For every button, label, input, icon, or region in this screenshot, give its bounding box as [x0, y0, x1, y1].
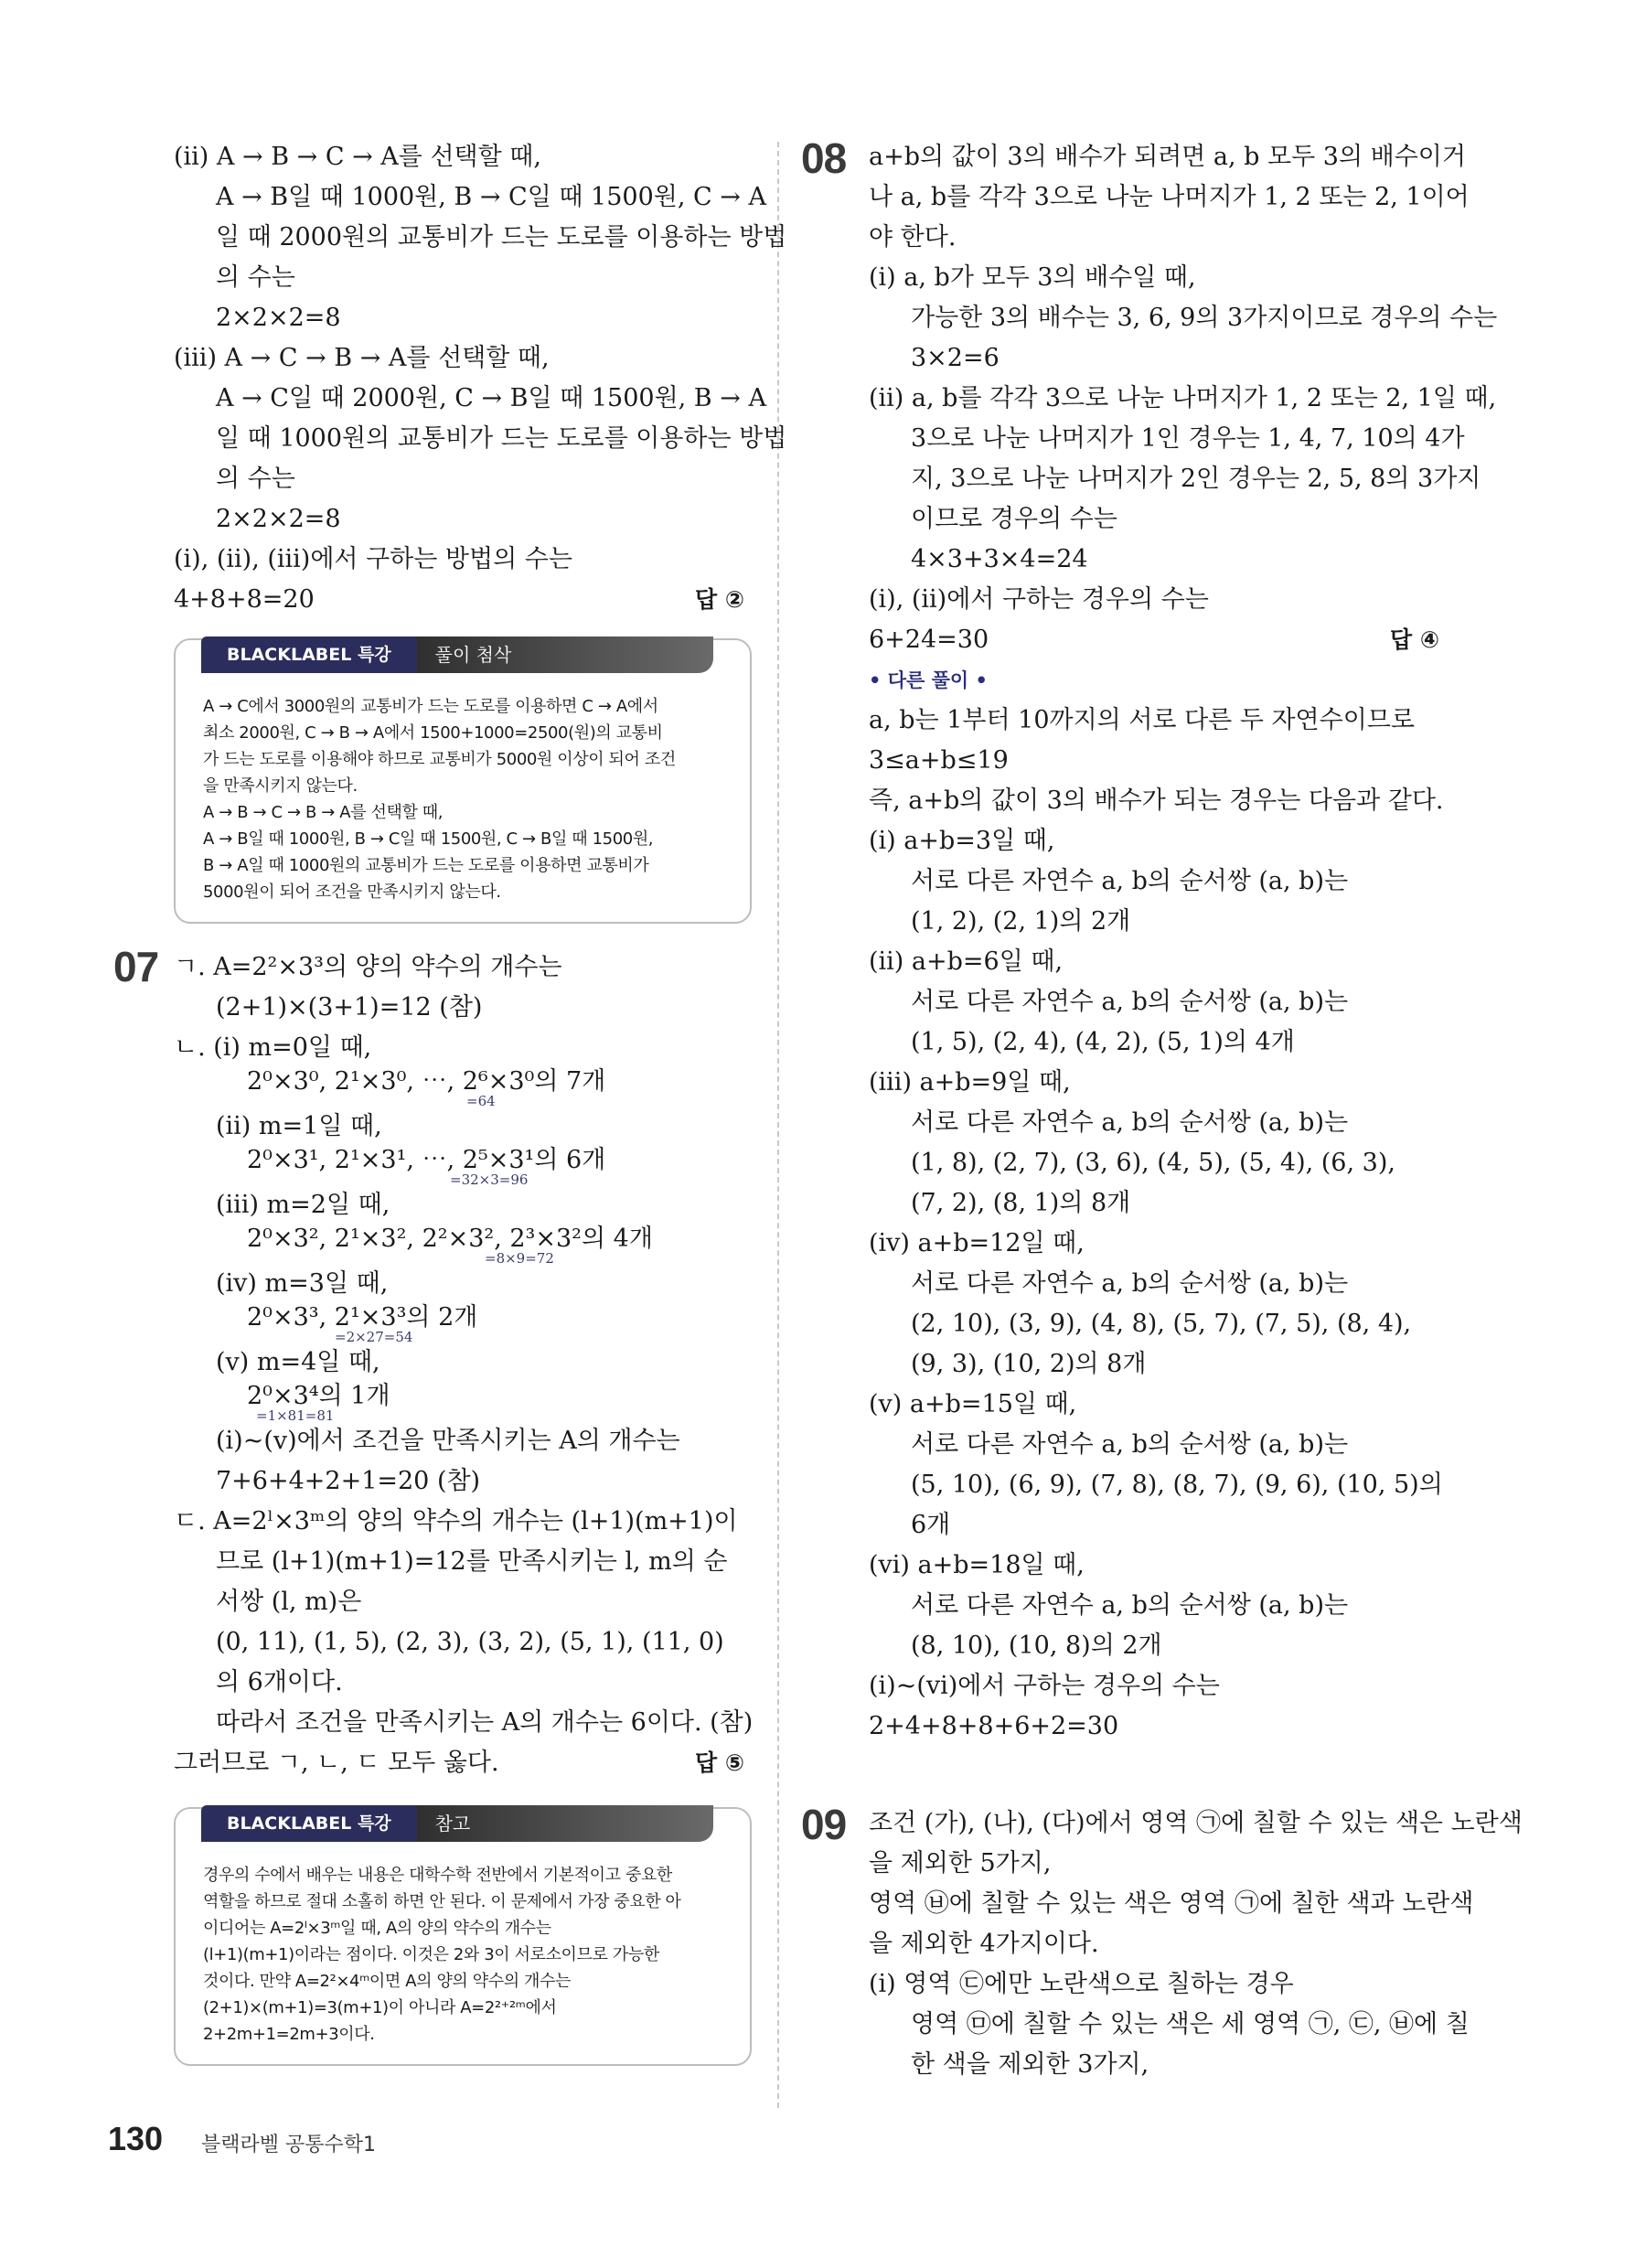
box-line: 5000원이 되어 조건을 만족시키지 않는다. [203, 883, 501, 902]
text-line: 영역 ㉥에 칠할 수 있는 색은 영역 ㉠에 칠한 색과 노란색 [869, 1889, 1474, 1918]
box-line: B → A일 때 1000원의 교통비가 드는 도로를 이용하면 교통비가 [203, 856, 649, 875]
case-values: 6개 [911, 1511, 951, 1539]
text-line: ㄱ. A=2²×3³의 양의 약수의 개수는 [174, 953, 562, 981]
text-line: (ⅴ) m=4일 때, [216, 1348, 380, 1376]
text-line: a+b의 값이 3의 배수가 되려면 a, b 모두 3의 배수이거 [869, 143, 1466, 171]
answer-mark: 답 ④ [1389, 626, 1439, 653]
case-heading: (ⅲ) a+b=9일 때, [869, 1068, 1071, 1097]
annotation: =2×27=54 [335, 1329, 413, 1345]
text-line: (ⅰ)~(ⅴ)에서 조건을 만족시키는 A의 개수는 [216, 1427, 680, 1455]
case-heading: (ⅱ) a+b=6일 때, [869, 947, 1064, 976]
text-line: A → C일 때 2000원, C → B일 때 1500원, B → A [216, 384, 766, 412]
math-line: 7+6+4+2+1=20 (참) [216, 1467, 481, 1495]
text-line: 이므로 경우의 수는 [911, 505, 1117, 533]
math-line: 2⁰×3³, 2¹×3³의 2개 [247, 1303, 478, 1332]
box-line: 이디어는 A=2ˡ×3ᵐ일 때, A의 양의 약수의 개수는 [203, 1919, 551, 1938]
answer-row [869, 620, 1445, 660]
math-line: (2+1)×(3+1)=12 (참) [216, 993, 483, 1022]
box-line: 가 드는 도로를 이용해야 하므로 교통비가 5000원 이상이 되어 조건 [203, 750, 676, 769]
text-line: 의 6개이다. [216, 1668, 343, 1696]
answer-mark: 답 ⑤ [694, 1749, 744, 1776]
box-title: 참고 [417, 1805, 713, 1842]
text-line: 즉, a+b의 값이 3의 배수가 되는 경우는 다음과 같다. [869, 786, 1444, 815]
box-tag: BLACKLABEL 특강 [201, 1805, 417, 1842]
box-line: A → B일 때 1000원, B → C일 때 1500원, C → B일 때 1500원, [203, 829, 654, 849]
annotation: =1×81=81 [256, 1407, 335, 1424]
text-line: (ⅳ) m=3일 때, [216, 1269, 389, 1298]
case-values: (8, 10), (10, 8)의 2개 [911, 1631, 1162, 1660]
text-line: 서쌍 (l, m)은 [216, 1588, 362, 1616]
math-line: 2⁰×3⁴의 1개 [247, 1382, 390, 1410]
case-text: 서로 다른 자연수 a, b의 순서쌍 (a, b)는 [911, 1591, 1349, 1620]
math-line: 2×2×2=8 [216, 505, 341, 533]
text-line: 의 수는 [216, 263, 295, 292]
math-line: 2⁰×3⁰, 2¹×3⁰, ⋯, 2⁶×3⁰의 7개 [247, 1067, 606, 1096]
box-tag: BLACKLABEL 특강 [201, 637, 417, 673]
math-line: 2+4+8+8+6+2=30 [869, 1712, 1119, 1740]
case-values: (1, 2), (2, 1)의 2개 [911, 907, 1131, 936]
box-line: 역할을 하므로 절대 소홀히 하면 안 된다. 이 문제에서 가장 중요한 아 [203, 1892, 681, 1911]
case-heading: (ⅳ) a+b=12일 때, [869, 1229, 1085, 1257]
text-line: 야 한다. [869, 223, 957, 251]
answer-row [174, 580, 750, 620]
case-heading: (ⅵ) a+b=18일 때, [869, 1551, 1085, 1579]
blacklabel-box-correction [174, 638, 752, 924]
annotation: =32×3=96 [450, 1171, 529, 1188]
box-line: (l+1)(m+1)이라는 점이다. 이것은 2와 3이 서로소이므로 가능한 [203, 1945, 659, 1964]
text-line: (ⅱ) A → B → C → A를 선택할 때, [174, 143, 541, 171]
text-line: a, b는 1부터 10까지의 서로 다른 두 자연수이므로 [869, 706, 1415, 734]
text-line: (ⅲ) A → C → B → A를 선택할 때, [174, 344, 550, 372]
box-line: A → B → C → B → A를 선택할 때, [203, 803, 444, 822]
case-text: 서로 다른 자연수 a, b의 순서쌍 (a, b)는 [911, 1430, 1349, 1459]
case-text: 서로 다른 자연수 a, b의 순서쌍 (a, b)는 [911, 1269, 1349, 1298]
alt-solution-label: • 다른 풀이 • [869, 669, 988, 691]
text-line: 지, 3으로 나눈 나머지가 2인 경우는 2, 5, 8의 3가지 [911, 465, 1481, 493]
problem-number: 07 [113, 943, 159, 990]
text-line: 따라서 조건을 만족시키는 A의 개수는 6이다. (참) [216, 1708, 754, 1737]
math-line: 4+8+8=20 [174, 585, 315, 614]
text-line: (ⅰ), (ⅱ)에서 구하는 경우의 수는 [869, 585, 1209, 614]
box-line: 경우의 수에서 배우는 내용은 대학수학 전반에서 기본적이고 중요한 [203, 1866, 672, 1885]
box-title: 풀이 첨삭 [417, 637, 713, 673]
text-line: 조건 (가), (나), (다)에서 영역 ㉠에 칠할 수 있는 색은 노란색 [869, 1809, 1523, 1837]
text-line: 일 때 2000원의 교통비가 드는 도로를 이용하는 방법 [216, 223, 787, 251]
case-values: (7, 2), (8, 1)의 8개 [911, 1189, 1131, 1217]
text-line: 나 a, b를 각각 3으로 나눈 나머지가 1, 2 또는 2, 1이어 [869, 183, 1470, 211]
math-line: 3≤a+b≤19 [869, 746, 1009, 775]
case-values: (1, 5), (2, 4), (4, 2), (5, 1)의 4개 [911, 1028, 1295, 1056]
case-text: 서로 다른 자연수 a, b의 순서쌍 (a, b)는 [911, 1108, 1349, 1137]
text-line: (ⅲ) m=2일 때, [216, 1191, 390, 1219]
box-header [201, 1805, 713, 1842]
math-line: 2⁰×3², 2¹×3², 2²×3², 2³×3²의 4개 [247, 1225, 653, 1253]
text-line: 을 제외한 4가지이다. [869, 1930, 1099, 1958]
math-line: 3×2=6 [911, 344, 1000, 372]
box-line: 것이다. 만약 A=2²×4ᵐ이면 A의 양의 약수의 개수는 [203, 1972, 571, 1991]
case-values: (5, 10), (6, 9), (7, 8), (8, 7), (9, 6), (10, 5)의 [911, 1471, 1443, 1499]
text-line: (ⅰ), (ⅱ), (ⅲ)에서 구하는 방법의 수는 [174, 545, 572, 573]
case-values: (9, 3), (10, 2)의 8개 [911, 1350, 1147, 1378]
math-line: 4×3+3×4=24 [911, 545, 1088, 573]
case-heading: (ⅰ) a+b=3일 때, [869, 827, 1055, 855]
text-line: ㄷ. A=2ˡ×3ᵐ의 양의 약수의 개수는 (l+1)(m+1)이 [174, 1507, 738, 1535]
problem-07 [113, 943, 754, 1783]
box-line: 최소 2000원, C → B → A에서 1500+1000=2500(원)의 교통비 [203, 723, 663, 743]
text-line: 므로 (l+1)(m+1)=12를 만족시키는 l, m의 순 [216, 1547, 728, 1576]
text-line: (ⅰ)~(ⅵ)에서 구하는 경우의 수는 [869, 1672, 1220, 1700]
blacklabel-box-note [174, 1807, 752, 2066]
case-text: 서로 다른 자연수 a, b의 순서쌍 (a, b)는 [911, 867, 1349, 895]
case-values: (2, 10), (3, 9), (4, 8), (5, 7), (7, 5), (8, 4), [911, 1310, 1412, 1338]
answer-mark: 답 ② [694, 586, 744, 613]
problem-number: 08 [801, 134, 847, 182]
text-line: 그러므로 ㄱ, ㄴ, ㄷ 모두 옳다. [174, 1749, 499, 1777]
box-header [201, 637, 713, 673]
text-line: 의 수는 [216, 465, 295, 493]
problem-number: 09 [801, 1801, 847, 1848]
problem-09 [801, 1801, 1523, 2085]
text-line: (ⅱ) a, b를 각각 3으로 나눈 나머지가 1, 2 또는 2, 1일 때, [869, 384, 1497, 412]
text-line: 일 때 1000원의 교통비가 드는 도로를 이용하는 방법 [216, 424, 787, 453]
math-line: 2×2×2=8 [216, 304, 341, 332]
page-number: 130 [108, 2120, 164, 2157]
case-heading: (ⅴ) a+b=15일 때, [869, 1390, 1077, 1418]
case-values: (1, 8), (2, 7), (3, 6), (4, 5), (5, 4), (6, 3), [911, 1149, 1395, 1177]
text-line: 3으로 나눈 나머지가 1인 경우는 1, 4, 7, 10의 4가 [911, 424, 1465, 453]
case-text: 서로 다른 자연수 a, b의 순서쌍 (a, b)는 [911, 988, 1349, 1016]
box-line: 을 만족시키지 않는다. [203, 776, 358, 796]
text-line: 가능한 3의 배수는 3, 6, 9의 3가지이므로 경우의 수는 [911, 304, 1498, 332]
text-line: ㄴ. (ⅰ) m=0일 때, [174, 1033, 372, 1062]
text-line: 을 제외한 5가지, [869, 1849, 1052, 1878]
box-line: 2+2m+1=2m+3이다. [203, 2025, 375, 2044]
text-line: A → B일 때 1000원, B → C일 때 1500원, C → A [216, 183, 766, 211]
text-line: 영역 ㉤에 칠할 수 있는 색은 세 영역 ㉠, ㉢, ㉥에 칠 [911, 2010, 1470, 2038]
answer-row [174, 1743, 750, 1783]
math-line: 2⁰×3¹, 2¹×3¹, ⋯, 2⁵×3¹의 6개 [247, 1146, 606, 1174]
box-line: A → C에서 3000원의 교통비가 드는 도로를 이용하면 C → A에서 [203, 697, 658, 716]
problem-08 [801, 134, 1498, 1747]
book-title: 블랙라벨 공통수학1 [201, 2134, 377, 2156]
math-line: (0, 11), (1, 5), (2, 3), (3, 2), (5, 1), (11, 0) [216, 1628, 724, 1656]
math-line: 6+24=30 [869, 626, 989, 654]
left-column [113, 137, 787, 2079]
text-line: (ⅰ) a, b가 모두 3의 배수일 때, [869, 263, 1196, 292]
text-line: 한 색을 제외한 3가지, [911, 2050, 1149, 2079]
text-line: (ⅰ) 영역 ㉢에만 노란색으로 칠하는 경우 [869, 1970, 1294, 1998]
box-line: (2+1)×(m+1)=3(m+1)이 아니라 A=2²⁺²ᵐ에서 [203, 1998, 557, 2017]
text-line: (ⅱ) m=1일 때, [216, 1112, 382, 1140]
right-column [801, 134, 1523, 2085]
annotation: =8×9=72 [485, 1250, 554, 1267]
annotation: =64 [466, 1093, 496, 1109]
